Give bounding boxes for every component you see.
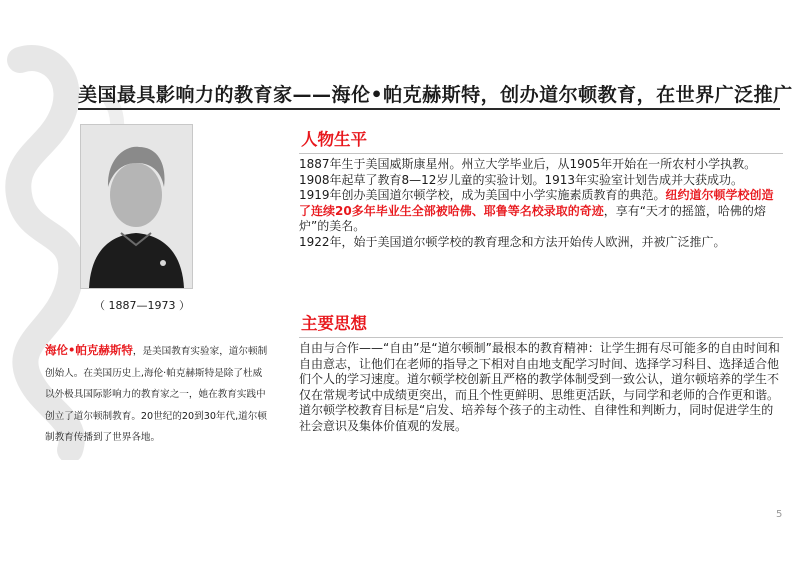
portrait-photo	[80, 124, 193, 289]
headline-underline	[78, 108, 780, 110]
bio-text: ，是美国教育实验家，道尔顿制创始人。在美国历史上,海伦·帕克赫斯特是除了杜威以外极具国际影响力的教育家之一，她在教育实践中创立了道尔顿制教育。20世纪的20到30年代,道尔顿制教育传播到了世界各地。	[45, 346, 268, 443]
page-number: 5	[776, 509, 783, 520]
bio-name: 海伦•帕克赫斯特	[45, 343, 133, 357]
life-p3-end: ，享有“天才的摇篮，哈佛的熔炉”的美名。	[299, 203, 766, 233]
section-divider-ideas	[299, 337, 783, 338]
bio-paragraph	[45, 340, 270, 449]
life-paragraph-3	[299, 188, 785, 235]
page-headline: 美国最具影响力的教育家——海伦•帕克赫斯特，创办道尔顿教育，在世界广泛推广	[78, 84, 793, 106]
life-paragraph-1: 1887年生于美国威斯康星州。州立大学毕业后，从1905年开始在一所农村小学执教。	[299, 157, 757, 171]
ideas-text: 自由与合作——“自由”是“道尔顿制”最根本的教育精神：让学生拥有尽可能多的自由时间和自由意志，让他们在老师的指导之下相对自由地支配学习时间、选择学习科目、选择适合他们个人的学习速度。道尔顿学校创新且严格的教学体制受到一致公认，道尔顿培养的学生不仅在常规考试中成绩更突出，而且个性更鲜明、思维更活跃，与同学和老师的合作更和谐。道尔顿学校教育目标是“启发、培养每个孩子的主动性、自律性和判断力，同时促进学生的社会意识及集体价值观的发展。	[299, 341, 780, 433]
life-paragraph-4: 1922年，始于美国道尔顿学校的教育理念和方法开始传人欧洲，并被广泛推广。	[299, 234, 726, 249]
life-text	[299, 157, 785, 250]
life-paragraph-2: 1908年起草了教育8—12岁儿童的实验计划。1913年实验室计划告成并大获成功。	[299, 172, 743, 187]
life-p3-highlight: 纽约道尔顿学校创造了连续20多年毕业生全部被哈佛、耶鲁等名校录取的奇迹	[299, 188, 774, 218]
portrait-years-caption: （ 1887—1973 ）	[94, 299, 190, 312]
life-p3-start: 1919年创办美国道尔顿学校，成为美国中小学实施素质教育的典范。	[299, 188, 666, 202]
section-title-life: 人物生平	[301, 130, 367, 149]
section-title-ideas: 主要思想	[301, 314, 367, 333]
section-divider-life	[299, 153, 783, 154]
